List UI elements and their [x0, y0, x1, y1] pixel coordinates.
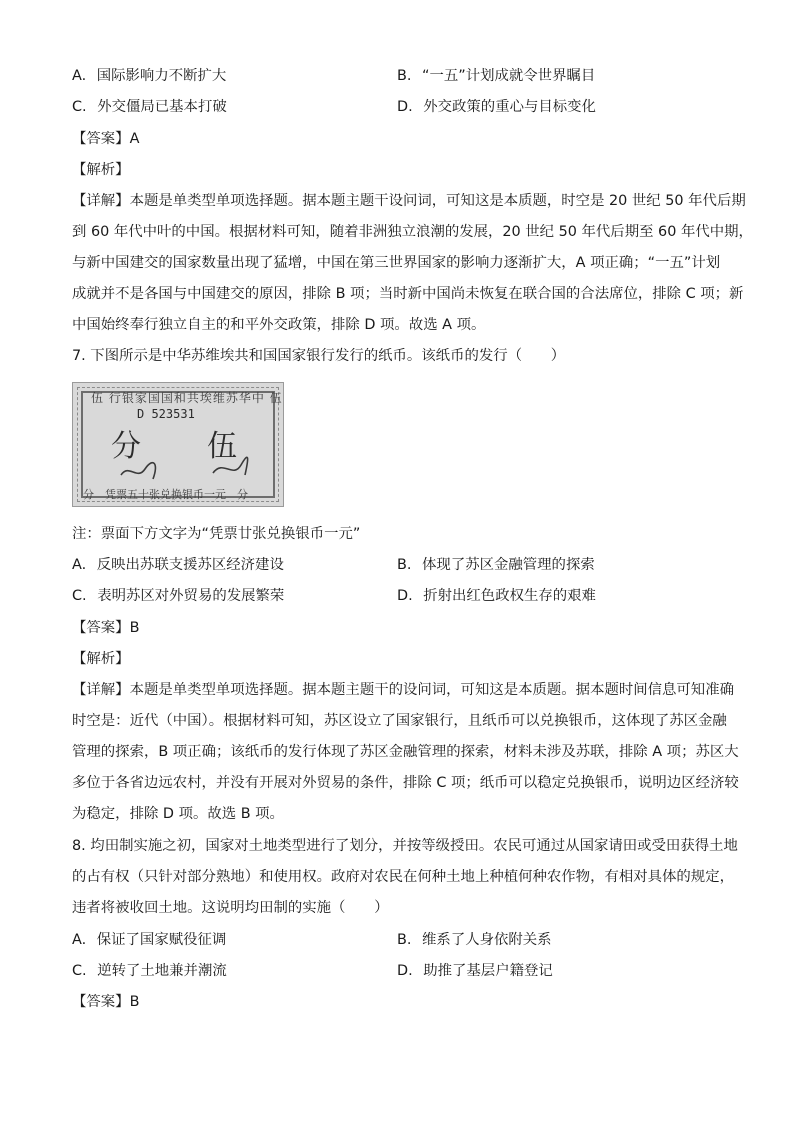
q8-answer: 【答案】B [72, 994, 140, 1010]
q6-option-a [72, 66, 226, 86]
q8-option-c [72, 961, 227, 981]
q6-detail-line: 中国始终奉行独立自主的和平外交政策，排除 D 项。故选 A 项。 [72, 317, 486, 333]
banknote-top-text: 伍 行银家国国和共埃维苏华中 伍 [91, 391, 283, 405]
q7-option-d [397, 586, 596, 606]
option-text: 外交僵局已基本打破 [97, 99, 227, 115]
soviet-banknote-image [72, 382, 284, 507]
banknote-serial: D 523531 [137, 407, 195, 421]
q8-option-d [397, 961, 553, 981]
q6-answer: 【答案】A [72, 131, 140, 147]
q6-option-b [397, 66, 595, 86]
option-letter: D. [397, 99, 413, 115]
q7-detail-line: 【详解】本题是单类型单项选择题。据本题主题干的设问词，可知这是本质题。据本题时间信息可知准确 [72, 682, 734, 698]
option-text: “一五”计划成就令世界瞩目 [422, 68, 596, 84]
q6-detail-line: 【详解】本题是单类型单项选择题。据本题主题干设问词，可知这是本质题，时空是 20 世纪 50 年代后期 [72, 193, 746, 209]
q8-option-b [397, 930, 552, 950]
option-text: 国际影响力不断扩大 [96, 68, 227, 84]
option-letter: C. [72, 588, 87, 604]
banknote-left-char: 分 [111, 429, 141, 464]
q7-option-c [72, 586, 284, 606]
q6-detail-line: 到 60 年代中叶的中国。根据材料可知，随着非洲独立浪潮的发展，20 世纪 50 年代后期至 60 年代中期， [72, 224, 753, 240]
q8-stem-line: 8. 均田制实施之初，国家对土地类型进行了划分，并按等级授田。农民可通过从国家请田或受田获得土地 [72, 838, 738, 854]
q7-detail-line: 管理的探索，B 项正确；该纸币的发行体现了苏区金融管理的探索，材料未涉及苏联，排除 A 项；苏区大 [72, 744, 739, 760]
option-text: 体现了苏区金融管理的探索 [422, 557, 595, 573]
option-letter: D. [397, 963, 413, 979]
option-letter: C. [72, 963, 87, 979]
q7-answer: 【答案】B [72, 620, 140, 636]
option-text: 逆转了土地兼并潮流 [97, 963, 227, 979]
q7-detail-line: 多位于各省边远农村，并没有开展对外贸易的条件，排除 C 项；纸币可以稳定兑换银币，说明边区经济较 [72, 775, 739, 791]
option-text: 反映出苏联支援苏区经济建设 [96, 557, 284, 573]
option-letter: B. [397, 68, 412, 84]
option-letter: A. [72, 68, 87, 84]
option-letter: C. [72, 99, 87, 115]
q6-option-c [72, 97, 227, 117]
option-text: 折射出红色政权生存的艰难 [423, 588, 596, 604]
q7-analysis-label: 【解析】 [72, 651, 130, 667]
option-letter: A. [72, 932, 87, 948]
q6-analysis-label: 【解析】 [72, 162, 130, 178]
option-letter: B. [397, 557, 412, 573]
option-text: 助推了基层户籍登记 [423, 963, 553, 979]
option-text: 外交政策的重心与目标变化 [423, 99, 596, 115]
option-letter: B. [397, 932, 412, 948]
option-text: 保证了国家赋役征调 [96, 932, 227, 948]
option-letter: A. [72, 557, 87, 573]
q7-option-b [397, 555, 595, 575]
q8-option-a [72, 930, 226, 950]
q7-detail-line: 时空是：近代（中国）。根据材料可知，苏区设立了国家银行，且纸币可以兑换银币，这体现了苏区金融 [72, 713, 727, 729]
q7-option-a [72, 555, 284, 575]
option-letter: D. [397, 588, 413, 604]
q7-detail-line: 为稳定，排除 D 项。故选 B 项。 [72, 806, 284, 822]
q6-detail-line: 与新中国建交的国家数量出现了猛增，中国在第三世界国家的影响力逐渐扩大，A 项正确；“一五”计划 [72, 255, 721, 271]
q7-note: 注：票面下方文字为“凭票廿张兑换银币一元” [72, 526, 361, 542]
banknote-right-char: 伍 [207, 429, 237, 464]
q8-stem-line: 的占有权（只针对部分熟地）和使用权。政府对农民在何种土地上种植何种农作物，有相对具体的规定， [72, 869, 734, 885]
option-text: 表明苏区对外贸易的发展繁荣 [97, 588, 285, 604]
option-text: 维系了人身依附关系 [422, 932, 552, 948]
q6-detail-line: 成就并不是各国与中国建交的原因，排除 B 项；当时新中国尚未恢复在联合国的合法席位，排除 C 项；新 [72, 286, 744, 302]
banknote-bottom-text: 分 凭票五十张兑换银币一元 分 [83, 488, 248, 501]
q7-stem: 7. 下图所示是中华苏维埃共和国国家银行发行的纸币。该纸币的发行（ ） [72, 348, 566, 364]
q8-stem-line: 违者将被收回土地。这说明均田制的实施（ ） [72, 900, 389, 916]
q6-option-d [397, 97, 596, 117]
